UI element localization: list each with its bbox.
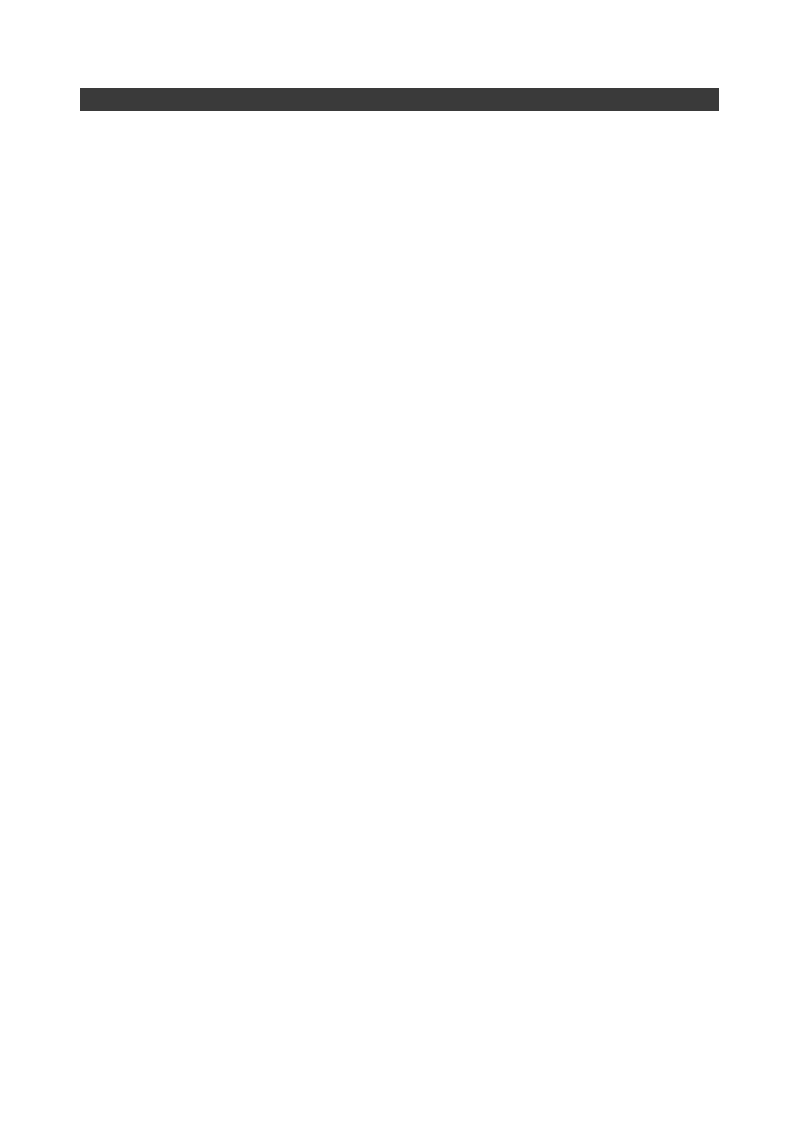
section-bokjigwan [80,88,719,125]
section-banner [80,88,719,111]
unit-label [80,111,719,125]
